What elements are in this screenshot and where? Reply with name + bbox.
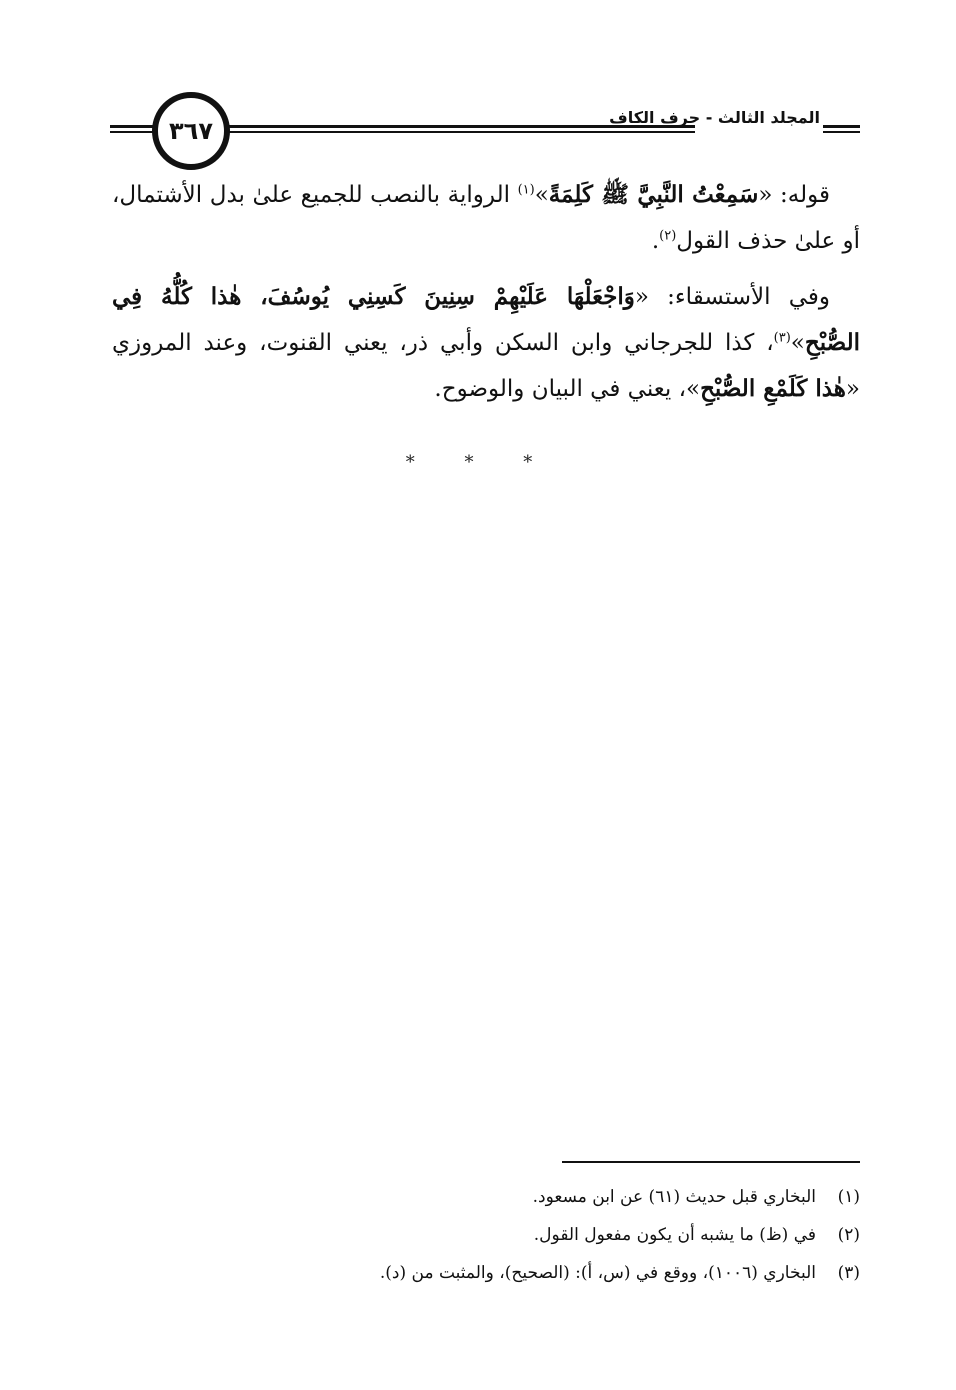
quoted-hadith: سَمِعْتُ النَّبِيَّ ﷺ كَلِمَةً bbox=[548, 181, 759, 208]
footnote-number: (٢) bbox=[837, 1225, 860, 1245]
quoted-hadith: هٰذا كَلَمْعِ الصُّبْحِ bbox=[700, 375, 846, 402]
footnote-text: البخاري (١٠٠٦)، ووقع في (س، أ): (الصحيح)، والمثبت من (د). bbox=[379, 1263, 816, 1283]
footnote-item bbox=[110, 1254, 860, 1292]
page-number: ٣٦٧ bbox=[169, 117, 213, 145]
page-number-circle bbox=[152, 92, 230, 170]
text-run: الرواية بالنصب للجميع علىٰ بدل الأشتمال، أو علىٰ حذف القول bbox=[112, 182, 860, 254]
footnote-number: (٣) bbox=[837, 1263, 860, 1283]
running-head: المجلد الثالث - حرف الكاف bbox=[609, 108, 820, 127]
text-run: »، يعني في البيان والوضوح. bbox=[434, 376, 701, 402]
footnote-ref: (٣) bbox=[773, 330, 791, 346]
footnote-item bbox=[110, 1178, 860, 1216]
footnote-item bbox=[110, 1216, 860, 1254]
footnotes bbox=[110, 1178, 860, 1292]
text-run: » bbox=[790, 330, 805, 356]
text-run: وفي الأستسقاء: « bbox=[634, 284, 830, 310]
section-separator: * * * bbox=[405, 452, 555, 473]
footnote-ref: (٢) bbox=[659, 228, 677, 244]
main-text bbox=[112, 172, 860, 422]
header-rule-left bbox=[110, 125, 155, 134]
text-run: قوله: « bbox=[758, 182, 830, 208]
footnote-text: البخاري قبل حديث (٦١) عن ابن مسعود. bbox=[532, 1187, 816, 1207]
text-run: ، كذا للجرجاني وابن السكن وأبي ذر، يعني القنوت، وعند المروزي « bbox=[112, 330, 860, 402]
footnote-text: في (ظ) ما يشبه أن يكون مفعول القول. bbox=[533, 1225, 816, 1245]
footnote-divider bbox=[562, 1161, 860, 1163]
quoted-hadith: وَاجْعَلْهَا عَلَيْهِمْ سِنِينَ كَسِنِي يُوسُفَ، هٰذا كُلُّهُ فِي الصُّبْحِ bbox=[112, 283, 860, 356]
paragraph-1 bbox=[112, 172, 860, 264]
footnote-number: (١) bbox=[837, 1187, 860, 1207]
header-rule-right bbox=[823, 125, 860, 134]
footnote-ref: (١) bbox=[517, 182, 535, 198]
paragraph-2 bbox=[112, 274, 860, 412]
text-run: . bbox=[651, 228, 660, 254]
text-run: » bbox=[534, 182, 549, 208]
page-header bbox=[110, 90, 860, 170]
